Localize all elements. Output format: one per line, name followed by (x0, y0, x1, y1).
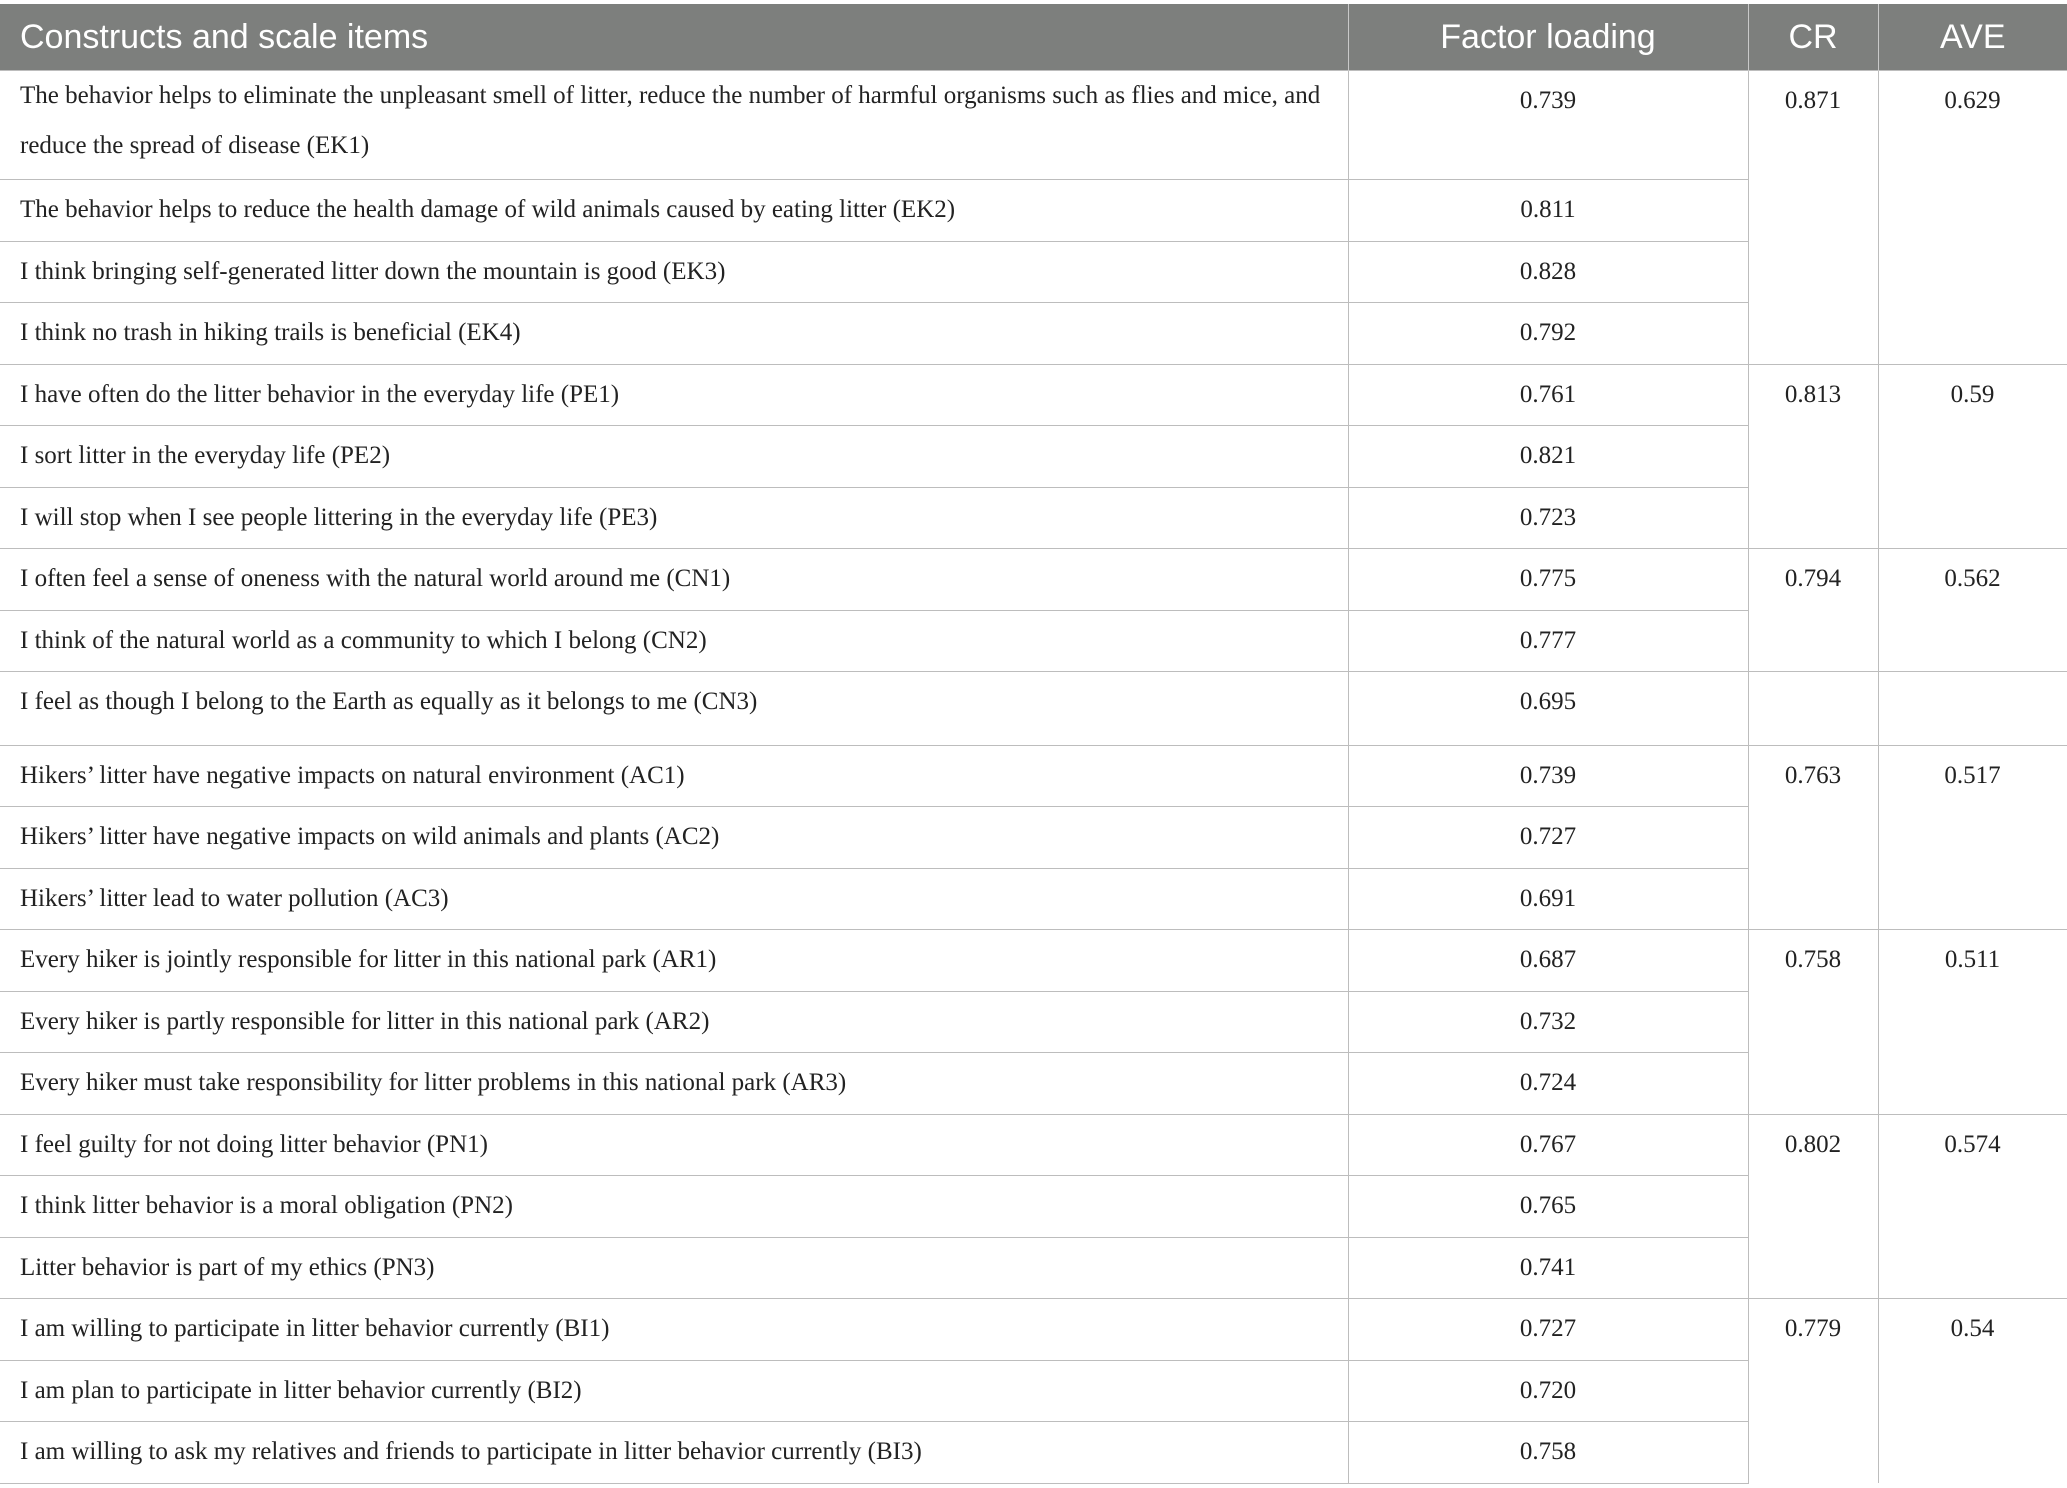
factor-loading: 0.777 (1348, 610, 1748, 672)
factor-loading: 0.687 (1348, 930, 1748, 992)
factor-loading: 0.739 (1348, 71, 1748, 180)
factor-loading: 0.727 (1348, 1299, 1748, 1361)
header-constructs: Constructs and scale items (0, 4, 1348, 71)
ave-value: 0.629 (1878, 71, 2067, 365)
item-text: I think no trash in hiking trails is beneficial (EK4) (0, 303, 1348, 365)
ave-value: 0.574 (1878, 1114, 2067, 1299)
factor-loading: 0.724 (1348, 1053, 1748, 1115)
ave-value: 0.562 (1878, 549, 2067, 672)
table-row (0, 1114, 2067, 1176)
factor-loading: 0.739 (1348, 745, 1748, 807)
cr-value: 0.779 (1748, 1299, 1878, 1484)
item-text: The behavior helps to eliminate the unpleasant smell of litter, reduce the number of harmful organisms such as flies and mice, and reduce the spread of disease (EK1) (0, 71, 1348, 180)
empty-cell (1748, 672, 1878, 746)
ave-value: 0.517 (1878, 745, 2067, 930)
item-text: I have often do the litter behavior in the everyday life (PE1) (0, 364, 1348, 426)
cr-value: 0.802 (1748, 1114, 1878, 1299)
table-row (0, 745, 2067, 807)
factor-loading: 0.758 (1348, 1422, 1748, 1484)
factor-loading: 0.767 (1348, 1114, 1748, 1176)
factor-loading: 0.741 (1348, 1237, 1748, 1299)
item-text: Hikers’ litter have negative impacts on wild animals and plants (AC2) (0, 807, 1348, 869)
header-ave: AVE (1878, 4, 2067, 71)
factor-loading: 0.761 (1348, 364, 1748, 426)
factor-loading: 0.775 (1348, 549, 1748, 611)
ave-value: 0.511 (1878, 930, 2067, 1115)
item-text: I am plan to participate in litter behavior currently (BI2) (0, 1360, 1348, 1422)
ave-value: 0.54 (1878, 1299, 2067, 1484)
table-row (0, 549, 2067, 611)
item-text: Litter behavior is part of my ethics (PN3) (0, 1237, 1348, 1299)
factor-loading: 0.727 (1348, 807, 1748, 869)
item-text: I feel as though I belong to the Earth as equally as it belongs to me (CN3) (0, 672, 1348, 746)
header-cr: CR (1748, 4, 1878, 71)
factor-loading: 0.792 (1348, 303, 1748, 365)
table-row (0, 364, 2067, 426)
item-text: I am willing to ask my relatives and friends to participate in litter behavior currently (BI3) (0, 1422, 1348, 1484)
item-text: I think litter behavior is a moral obligation (PN2) (0, 1176, 1348, 1238)
ave-value: 0.59 (1878, 364, 2067, 549)
item-text: The behavior helps to reduce the health damage of wild animals caused by eating litter (EK2) (0, 180, 1348, 242)
table-header-row (0, 4, 2067, 71)
factor-loading: 0.821 (1348, 426, 1748, 488)
item-text: Every hiker is jointly responsible for litter in this national park (AR1) (0, 930, 1348, 992)
factor-loading: 0.723 (1348, 487, 1748, 549)
item-text: Hikers’ litter have negative impacts on natural environment (AC1) (0, 745, 1348, 807)
item-text: Hikers’ litter lead to water pollution (AC3) (0, 868, 1348, 930)
factor-loading: 0.765 (1348, 1176, 1748, 1238)
factor-loading: 0.720 (1348, 1360, 1748, 1422)
item-text: I sort litter in the everyday life (PE2) (0, 426, 1348, 488)
factor-loading: 0.811 (1348, 180, 1748, 242)
table-row (0, 71, 2067, 180)
item-text: Every hiker must take responsibility for litter problems in this national park (AR3) (0, 1053, 1348, 1115)
cr-value: 0.813 (1748, 364, 1878, 549)
table-row (0, 672, 2067, 746)
header-factor-loading: Factor loading (1348, 4, 1748, 71)
factor-loading: 0.828 (1348, 241, 1748, 303)
table-row (0, 1299, 2067, 1361)
cr-value: 0.794 (1748, 549, 1878, 672)
table-row (0, 930, 2067, 992)
reliability-table (0, 4, 2067, 1484)
factor-loading: 0.732 (1348, 991, 1748, 1053)
item-text: Every hiker is partly responsible for litter in this national park (AR2) (0, 991, 1348, 1053)
factor-loading: 0.695 (1348, 672, 1748, 746)
factor-loading: 0.691 (1348, 868, 1748, 930)
item-text: I feel guilty for not doing litter behavior (PN1) (0, 1114, 1348, 1176)
cr-value: 0.763 (1748, 745, 1878, 930)
empty-cell (1878, 672, 2067, 746)
cr-value: 0.758 (1748, 930, 1878, 1115)
item-text: I think bringing self-generated litter down the mountain is good (EK3) (0, 241, 1348, 303)
item-text: I will stop when I see people littering in the everyday life (PE3) (0, 487, 1348, 549)
item-text: I often feel a sense of oneness with the natural world around me (CN1) (0, 549, 1348, 611)
cr-value: 0.871 (1748, 71, 1878, 365)
item-text: I am willing to participate in litter behavior currently (BI1) (0, 1299, 1348, 1361)
item-text: I think of the natural world as a community to which I belong (CN2) (0, 610, 1348, 672)
